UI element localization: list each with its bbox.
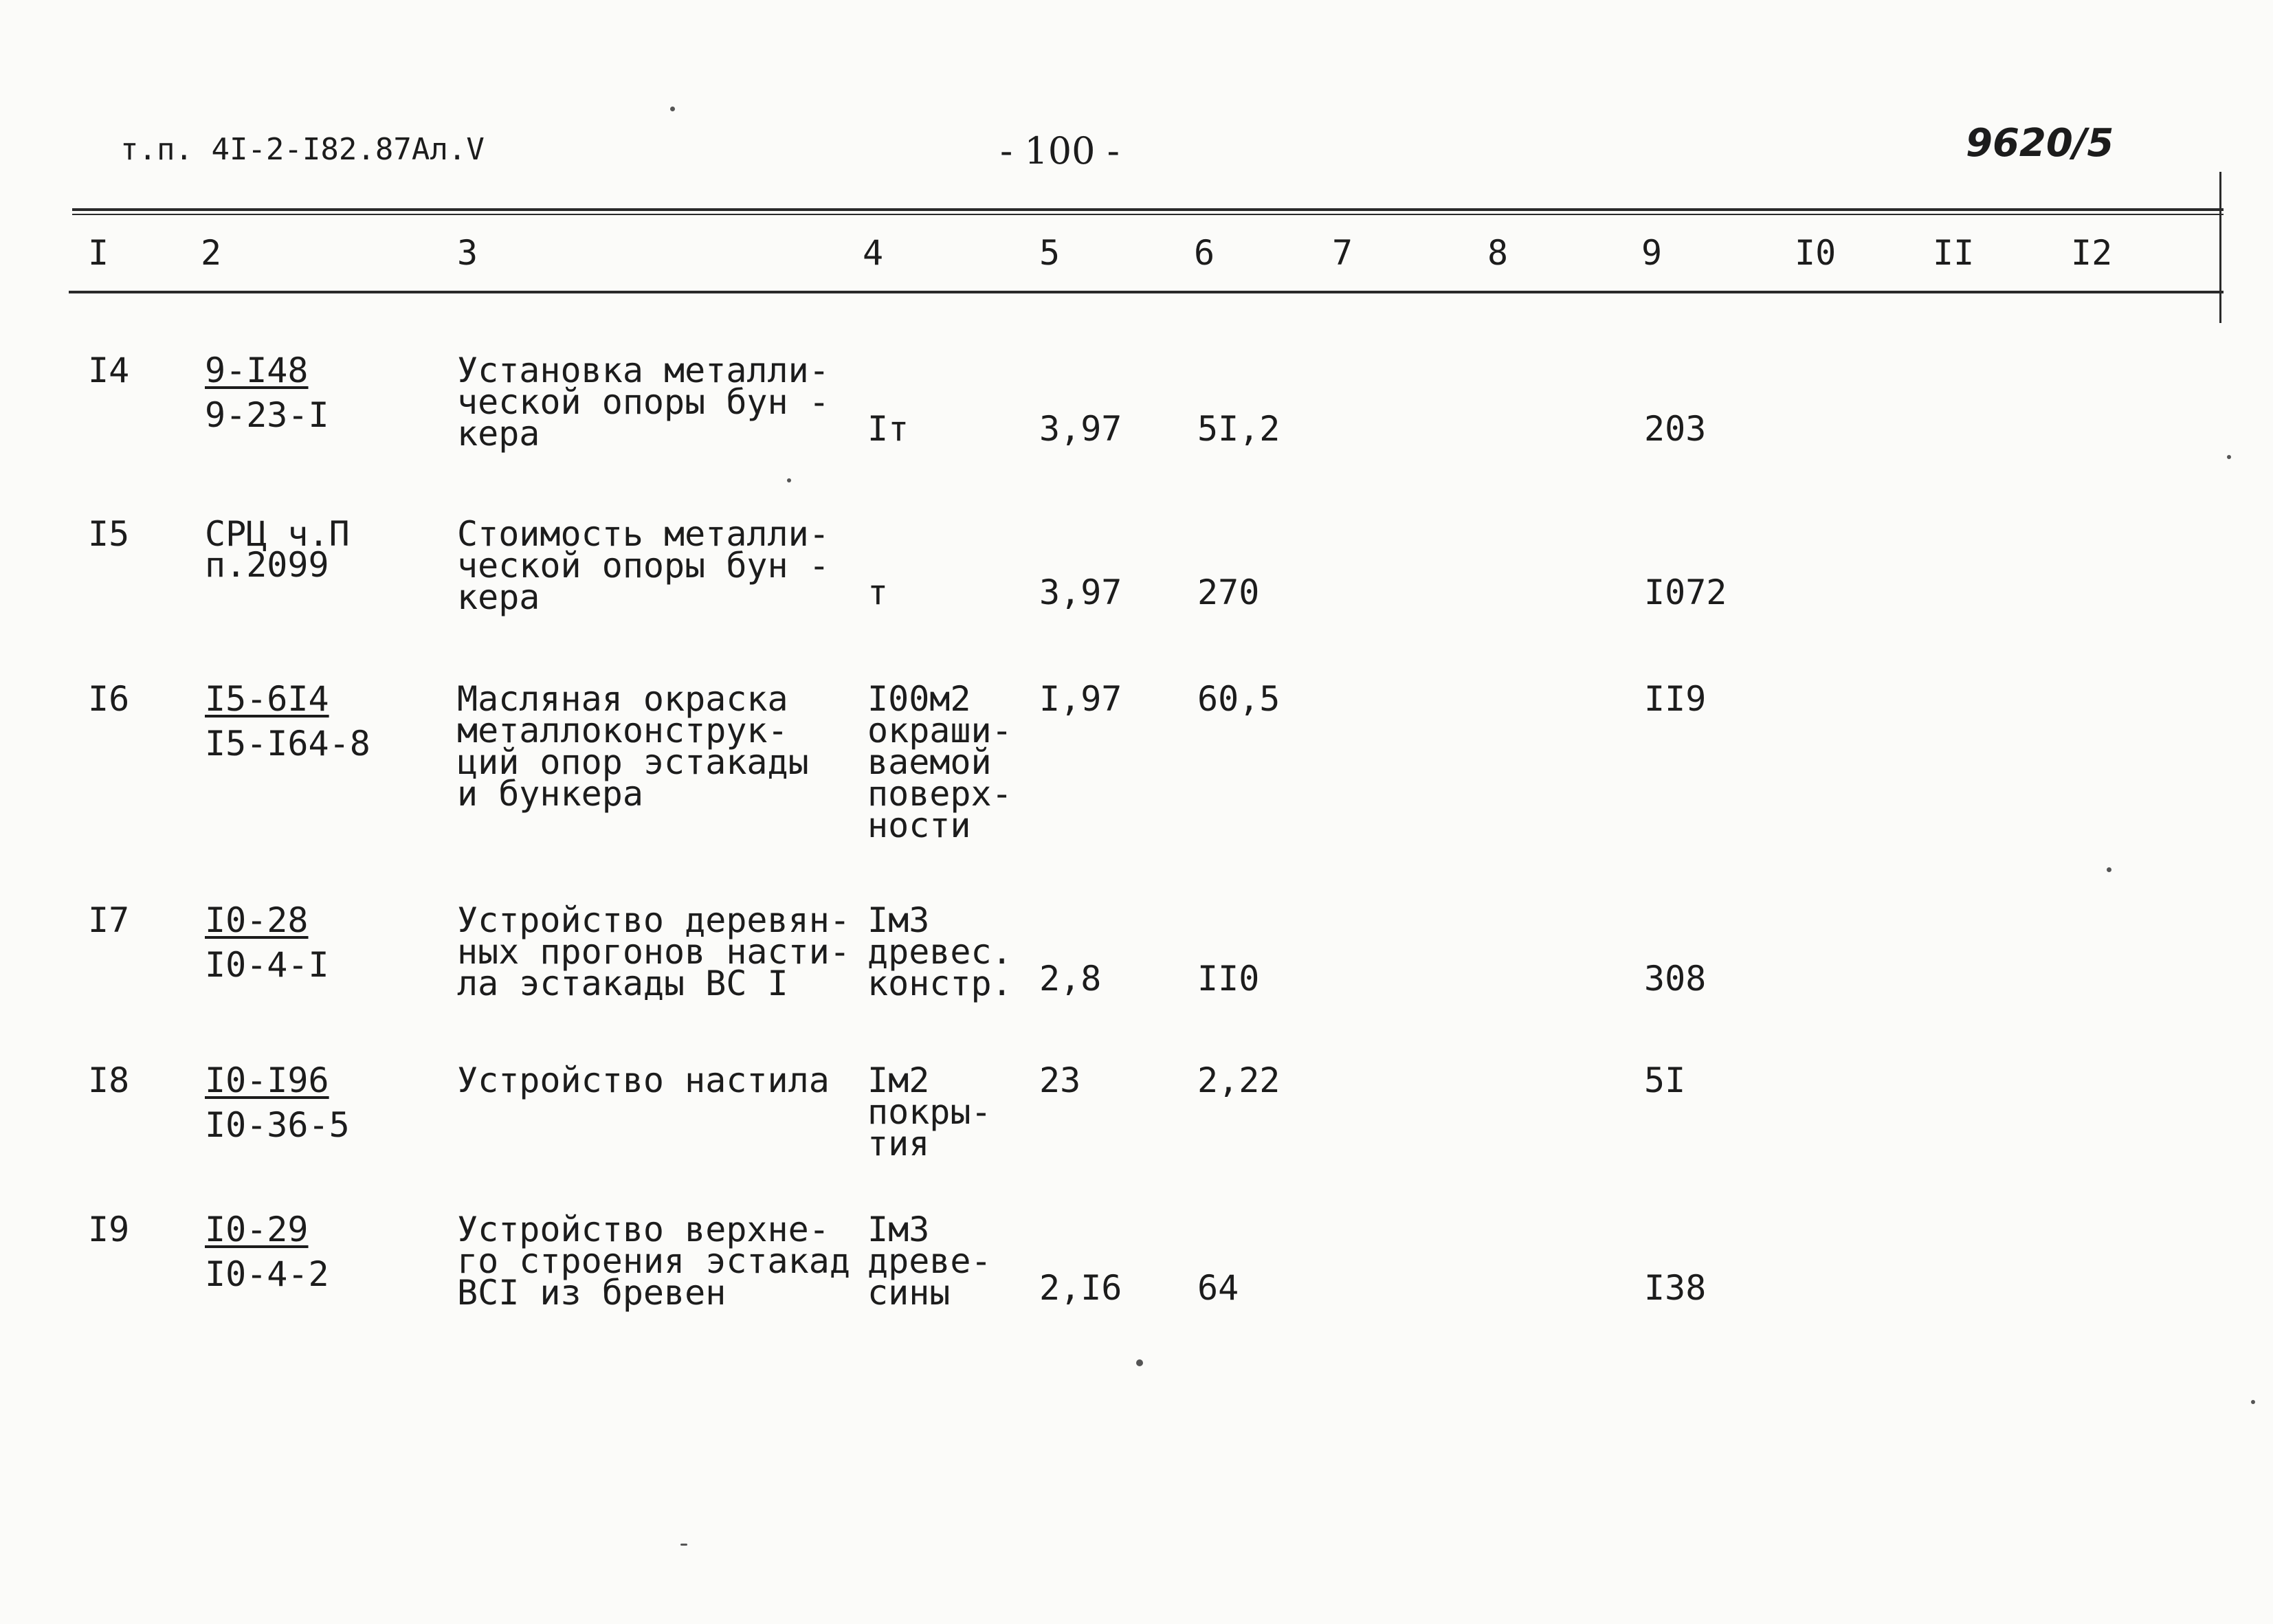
header-bottom-rule [69,291,2224,293]
quantity-value: 23 [1039,1060,1081,1100]
unit-line: тия [867,1124,930,1164]
speck [2227,455,2231,459]
work-description-line: Масляная окраска [457,679,788,719]
sheet-number: 9620/5 [1966,121,2114,166]
work-description-line: Устройство настила [457,1060,830,1100]
speck [670,107,675,111]
work-description-line: ций опор эстакады [457,742,809,782]
row-number: I8 [88,1060,130,1100]
unit-line: I00м2 [867,679,971,719]
unit-line: ваемой [867,742,992,782]
unit-line: поверх- [867,774,1012,814]
work-description-line: го строения эстакад [457,1241,850,1281]
quantity-value: 2,8 [1039,959,1102,999]
norm-code-top: 9-I48 [205,351,309,390]
column-number-2: 2 [201,233,222,273]
unit-line: покры- [867,1092,992,1132]
column-number-9: 9 [1641,233,1663,273]
column-number-4: 4 [863,233,884,273]
speck [2251,1400,2255,1404]
column-number-6: 6 [1194,233,1215,273]
total-cost-value: I38 [1644,1268,1707,1308]
column-number-12: I2 [2071,233,2113,273]
norm-code-bottom: п.2099 [205,545,329,585]
norm-code-bottom: I0-4-I [205,945,329,985]
unit-price-value: 64 [1197,1268,1239,1308]
work-description-line: ческой опоры бун - [457,546,830,586]
unit-line: Iт [867,409,909,449]
work-description-line: Стоимость металли- [457,514,830,554]
speck [680,1544,687,1546]
work-description-line: и бункера [457,774,643,814]
row-number: I9 [88,1210,130,1249]
page-number: - 100 - [1000,129,1120,173]
unit-line: Iм2 [867,1060,930,1100]
norm-code-bottom: 9-23-I [205,395,329,435]
unit-line: ности [867,805,971,845]
unit-price-value: 270 [1197,572,1260,612]
column-number-11: II [1933,233,1975,273]
total-cost-value: 308 [1644,959,1707,999]
row-number: I6 [88,679,130,719]
norm-code-top: I0-29 [205,1210,309,1249]
unit-line: древе- [867,1241,992,1281]
work-description-line: ных прогонов насти- [457,932,850,972]
column-number-7: 7 [1332,233,1353,273]
total-cost-value: II9 [1644,679,1707,719]
unit-price-value: 60,5 [1197,679,1280,719]
work-description-line: Устройство верхне- [457,1210,830,1249]
quantity-value: 2,I6 [1039,1268,1122,1308]
norm-code-top: I0-I96 [205,1060,329,1100]
norm-code-top: СРЦ ч.П [205,514,350,554]
unit-line: Iм3 [867,1210,930,1249]
row-number: I4 [88,351,130,390]
header-top-rule [72,208,2224,211]
quantity-value: 3,97 [1039,572,1122,612]
column-number-3: 3 [457,233,478,273]
work-description-line: Установка металли- [457,351,830,390]
total-cost-value: 203 [1644,409,1707,449]
quantity-value: I,97 [1039,679,1122,719]
unit-line: т [867,572,889,612]
column-number-8: 8 [1487,233,1509,273]
row-number: I7 [88,900,130,940]
unit-price-value: 5I,2 [1197,409,1280,449]
work-description-line: кера [457,577,540,617]
norm-code-bottom: I0-36-5 [205,1105,350,1145]
work-description-line: ла эстакады ВС I [457,964,788,1003]
work-description-line: кера [457,414,540,454]
unit-price-value: 2,22 [1197,1060,1280,1100]
norm-code-top: I5-6I4 [205,679,329,719]
row-number: I5 [88,514,130,554]
unit-line: сины [867,1273,951,1313]
norm-code-top: I0-28 [205,900,309,940]
norm-code-bottom: I5-I64-8 [205,724,370,764]
total-cost-value: I072 [1644,572,1727,612]
quantity-value: 3,97 [1039,409,1122,449]
unit-line: окраши- [867,711,1012,750]
work-description-line: Устройство деревян- [457,900,850,940]
right-edge-rule [2219,172,2221,323]
document-code: т.п. 4I-2-I82.87Ал.V [120,132,485,167]
column-number-1: I [88,233,109,273]
norm-code-bottom: I0-4-2 [205,1254,329,1294]
header-top-rule-2 [72,214,2224,215]
speck [1136,1359,1143,1366]
speck [787,478,791,482]
unit-price-value: II0 [1197,959,1260,999]
total-cost-value: 5I [1644,1060,1686,1100]
work-description-line: ВСI из бревен [457,1273,727,1313]
work-description-line: ческой опоры бун - [457,382,830,422]
unit-line: Iм3 [867,900,930,940]
unit-line: древес. [867,932,1012,972]
unit-line: констр. [867,964,1012,1003]
speck [2107,867,2111,872]
column-number-5: 5 [1039,233,1061,273]
work-description-line: металлоконструк- [457,711,788,750]
column-number-10: I0 [1795,233,1837,273]
